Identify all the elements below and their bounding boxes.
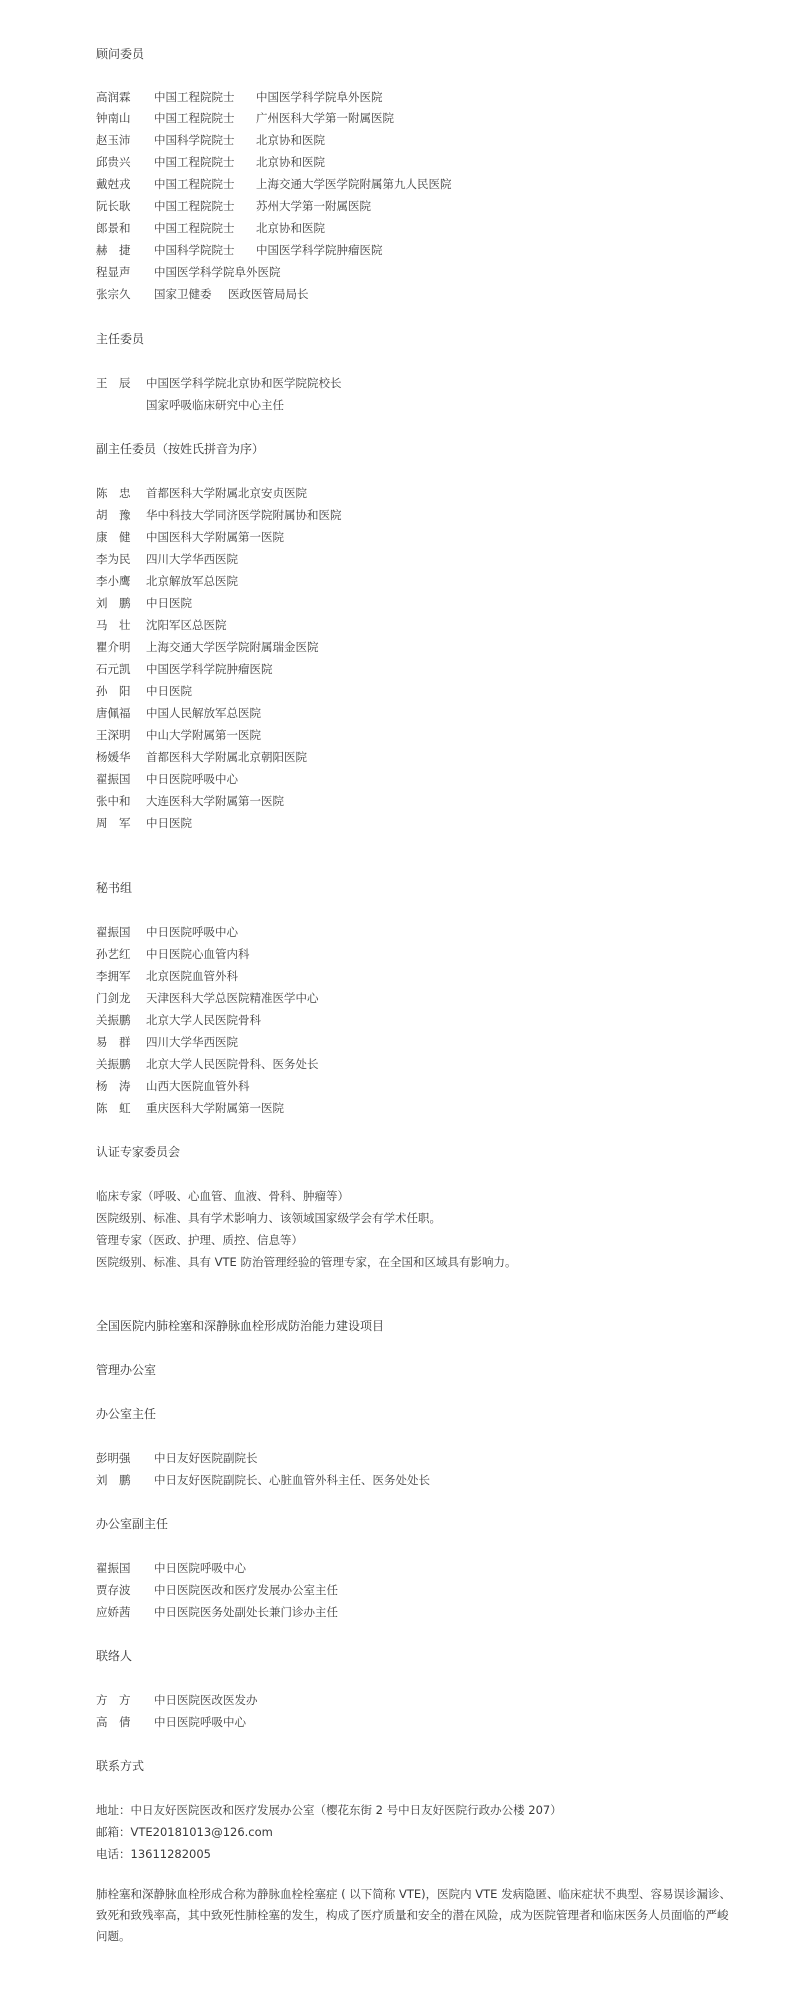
list-item: 门剑龙 天津医科大学总医院精准医学中心 [96, 991, 319, 1005]
list-item: 张宗久 国家卫健委 医政医管局局长 [96, 287, 309, 301]
list-item: 翟振国 中日医院呼吸中心 [96, 925, 238, 939]
list-item: 刘 鹏 中日友好医院副院长、心脏血管外科主任、医务处处长 [96, 1473, 430, 1487]
list-item: 李拥军 北京医院血管外科 [96, 969, 238, 983]
experts-line: 临床专家（呼吸、心血管、血液、骨科、肿瘤等） [96, 1189, 349, 1203]
list-item: 杨 涛 山西大医院血管外科 [96, 1079, 250, 1093]
experts-line: 医院级别、标准、具有 VTE 防治管理经验的管理专家，在全国和区域具有影响力。 [96, 1255, 517, 1269]
list-item: 易 群 四川大学华西医院 [96, 1035, 238, 1049]
list-item: 翟振国 中日医院呼吸中心 [96, 772, 238, 786]
liaison-heading: 联络人 [96, 1649, 133, 1663]
project-heading: 全国医院内肺栓塞和深静脉血栓形成防治能力建设项目 [96, 1319, 385, 1333]
list-item: 戴尅戎 中国工程院院士 上海交通大学医学院附属第九人民医院 [96, 177, 452, 191]
list-item: 孙艺红 中日医院心血管内科 [96, 947, 250, 961]
list-item: 高润霖 中国工程院院士 中国医学科学院阜外医院 [96, 90, 383, 104]
chair-heading: 主任委员 [96, 332, 145, 346]
list-item: 李小鹰 北京解放军总医院 [96, 574, 238, 588]
director-heading: 办公室主任 [96, 1407, 157, 1421]
closing-paragraph: 肺栓塞和深静脉血栓形成合称为静脉血栓栓塞症 ( 以下简称 VTE)，医院内 VTE 发病隐匿、临床症状不典型、容易误诊漏诊、致死和致残率高，其中致死性肺栓塞的发生，构成了医疗质量和安全的潜在风险，成为医院管理者和临床医务人员面临的严峻问题。 [96, 1887, 732, 1943]
list-item: 张中和 大连医科大学附属第一医院 [96, 794, 284, 808]
list-item: 高 倩 中日医院呼吸中心 [96, 1715, 246, 1729]
list-item: 石元凯 中国医学科学院肿瘤医院 [96, 662, 273, 676]
list-item: 李为民 四川大学华西医院 [96, 552, 238, 566]
list-item: 胡 豫 华中科技大学同济医学院附属协和医院 [96, 508, 342, 522]
vice-heading: 副主任委员（按姓氏拼音为序） [96, 442, 265, 456]
list-item: 郎景和 中国工程院院士 北京协和医院 [96, 221, 325, 235]
experts-line: 医院级别、标准、具有学术影响力、该领域国家级学会有学术任职。 [96, 1211, 441, 1225]
list-item: 贾存波 中日医院医改和医疗发展办公室主任 [96, 1583, 338, 1597]
contact-heading: 联系方式 [96, 1759, 145, 1773]
chair-line-2: 国家呼吸临床研究中心主任 [146, 398, 284, 412]
list-item: 翟振国 中日医院呼吸中心 [96, 1561, 246, 1575]
list-item: 瞿介明 上海交通大学医学院附属瑞金医院 [96, 640, 319, 654]
list-item: 方 方 中日医院医改医发办 [96, 1693, 258, 1707]
list-item: 关振鹏 北京大学人民医院骨科 [96, 1013, 261, 1027]
list-item: 孙 阳 中日医院 [96, 684, 192, 698]
vice-director-heading: 办公室副主任 [96, 1517, 169, 1531]
list-item: 唐佩福 中国人民解放军总医院 [96, 706, 261, 720]
list-item: 关振鹏 北京大学人民医院骨科、医务处长 [96, 1057, 319, 1071]
list-item: 应娇茜 中日医院医务处副处长兼门诊办主任 [96, 1605, 338, 1619]
contact-email: 邮箱：VTE20181013@126.com [96, 1825, 273, 1839]
chair-line-1: 王 辰 中国医学科学院北京协和医学院院校长 [96, 376, 342, 390]
secretary-heading: 秘书组 [96, 881, 133, 895]
list-item: 彭明强 中日友好医院副院长 [96, 1451, 258, 1465]
list-item: 马 壮 沈阳军区总医院 [96, 618, 227, 632]
experts-heading: 认证专家委员会 [96, 1145, 181, 1159]
contact-phone: 电话：13611282005 [96, 1847, 211, 1861]
list-item: 王深明 中山大学附属第一医院 [96, 728, 261, 742]
list-item: 刘 鹏 中日医院 [96, 596, 192, 610]
list-item: 陈 忠 首都医科大学附属北京安贞医院 [96, 486, 307, 500]
list-item: 赫 捷 中国科学院院士 中国医学科学院肿瘤医院 [96, 243, 383, 257]
list-item: 钟南山 中国工程院院士 广州医科大学第一附属医院 [96, 111, 394, 125]
list-item: 程显声 中国医学科学院阜外医院 [96, 265, 281, 279]
advisors-heading: 顾问委员 [96, 47, 145, 61]
list-item: 邱贵兴 中国工程院院士 北京协和医院 [96, 155, 325, 169]
office-heading: 管理办公室 [96, 1363, 157, 1377]
list-item: 杨媛华 首都医科大学附属北京朝阳医院 [96, 750, 307, 764]
list-item: 周 军 中日医院 [96, 816, 192, 830]
contact-address: 地址：中日友好医院医改和医疗发展办公室（樱花东街 2 号中日友好医院行政办公楼 207） [96, 1803, 562, 1817]
list-item: 康 健 中国医科大学附属第一医院 [96, 530, 284, 544]
list-item: 赵玉沛 中国科学院院士 北京协和医院 [96, 133, 325, 147]
list-item: 陈 虹 重庆医科大学附属第一医院 [96, 1101, 284, 1115]
experts-line: 管理专家（医政、护理、质控、信息等） [96, 1233, 303, 1247]
list-item: 阮长耿 中国工程院院士 苏州大学第一附属医院 [96, 199, 371, 213]
